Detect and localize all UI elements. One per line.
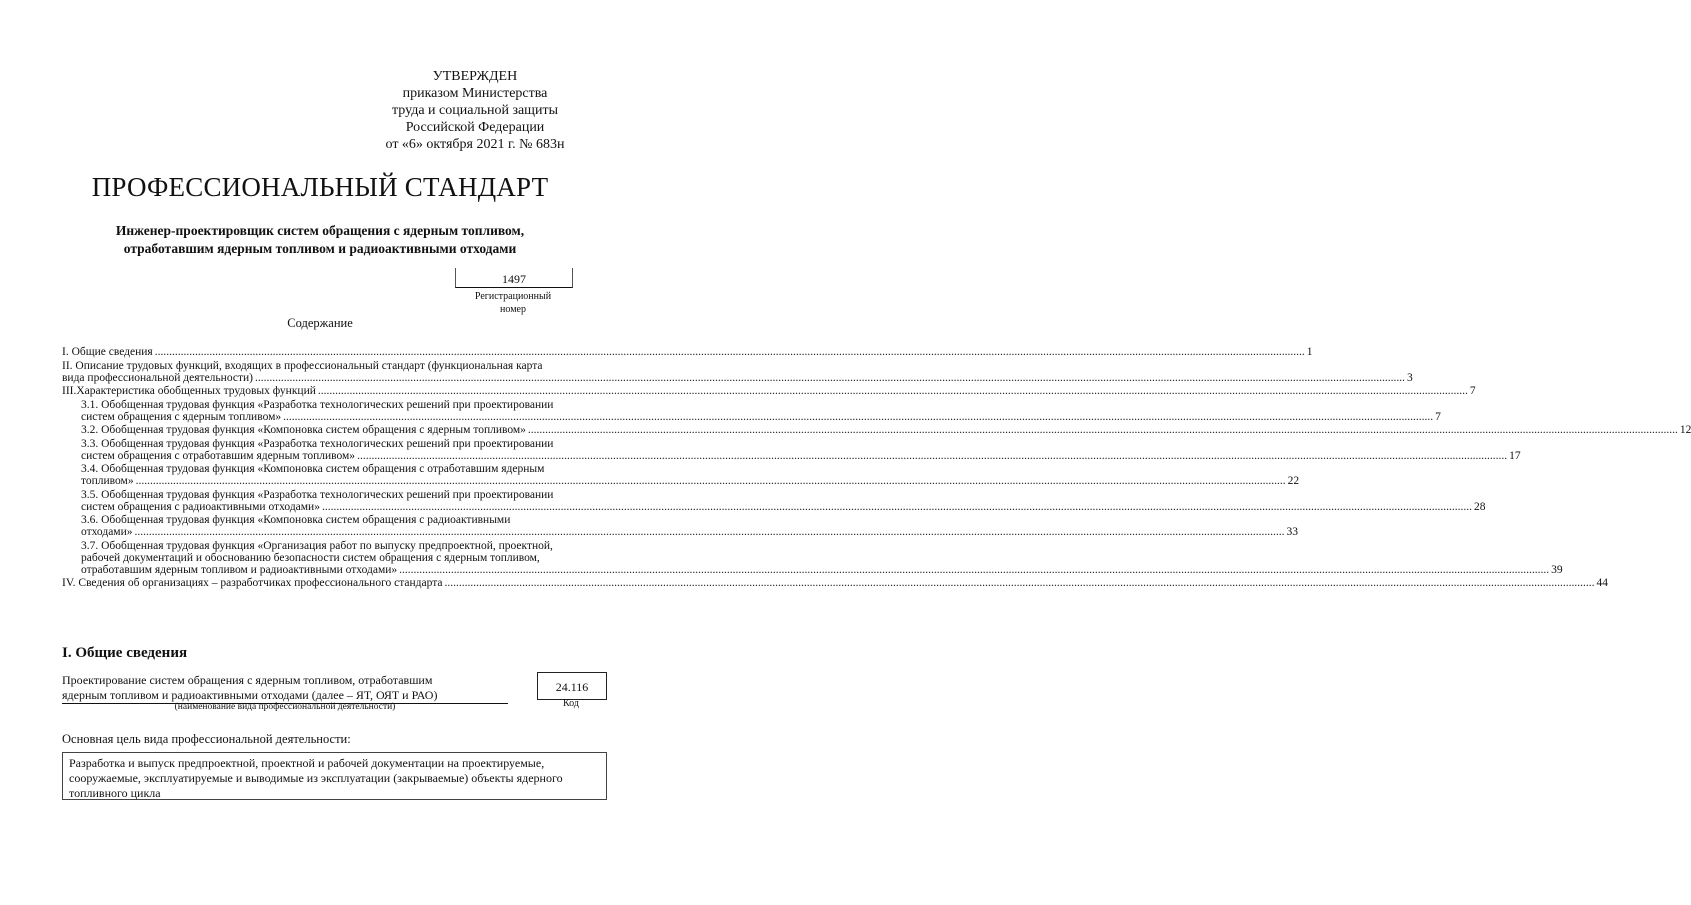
approval-line: труда и социальной защиты: [392, 103, 558, 118]
toc-leader-dots: ................................................................................................................................................................................................................................................................................................................................................................................................................: [135, 475, 1286, 487]
registration-label-line: Регистрационный: [474, 291, 552, 302]
toc-entry-text: 3.2. Обобщенная трудовая функция «Компоновка систем обращения с ядерным топливом»: [81, 424, 526, 436]
approval-line: приказом Министерства: [402, 86, 548, 101]
toc-entry-text: 3.5. Обобщенная трудовая функция «Разработка технологических решений при проектировании: [81, 488, 554, 501]
toc-entry-text: систем обращения с отработавшим ядерным топливом»: [81, 449, 356, 462]
code-caption: Код: [563, 698, 579, 709]
activity-code: 24.116: [537, 672, 607, 700]
toc-page-number: 39: [1551, 563, 1563, 576]
toc-leader-dots: ................................................................................................................................................................................................................................................................................................................................................................................................................: [283, 410, 1434, 423]
toc-leader-dots: ................................................................................................................................................................................................................................................................................................................................................................................................................: [399, 563, 1550, 576]
subtitle-line: отработавшим ядерным топливом и радиоактивными отходами: [123, 241, 517, 256]
toc-entry[interactable]: [62, 437, 1521, 462]
toc-page-number: 7: [1435, 410, 1441, 423]
toc-entry[interactable]: [62, 346, 1313, 358]
toc-entry[interactable]: [62, 577, 1608, 589]
toc-entry-text: 3.6. Обобщенная трудовая функция «Компоновка систем обращения с радиоактивными: [81, 514, 511, 526]
registration-label: [455, 290, 571, 316]
toc-page-number: 44: [1596, 577, 1608, 589]
toc-entry[interactable]: [62, 488, 1486, 513]
toc-entry[interactable]: [62, 539, 1563, 576]
toc-entry-text: топливом»: [81, 475, 134, 487]
toc-leader-dots: ................................................................................................................................................................................................................................................................................................................................................................................................................: [254, 371, 1405, 384]
toc-page-number: 3: [1406, 371, 1413, 384]
document-subtitle: [60, 222, 580, 258]
toc-page-number: 17: [1509, 449, 1521, 462]
activity-line: Проектирование систем обращения с ядерным топливом, отработавшим: [62, 673, 433, 687]
approval-line: от «6» октября 2021 г. № 683н: [385, 137, 565, 152]
toc-entry[interactable]: [62, 398, 1441, 423]
toc-entry-text: систем обращения с ядерным топливом»: [81, 410, 282, 423]
goal-label: Основная цель вида профессиональной деятельности:: [62, 732, 351, 746]
activity-line: ядерным топливом и радиоактивными отходами (далее – ЯТ, ОЯТ и РАО): [62, 688, 508, 704]
toc-page-number: 1: [1306, 346, 1313, 358]
toc-entry-text: рабочей документаций и обоснованию безопасности систем обращения с ядерным топливом,: [81, 551, 540, 564]
toc-entry-text: отходами»: [81, 526, 133, 538]
toc-entry[interactable]: [62, 385, 1476, 397]
toc-entry-text: 3.4. Обобщенная трудовая функция «Компоновка систем обращения с отработавшим ядерным: [81, 463, 545, 475]
approval-line: УТВЕРЖДЕН: [432, 69, 518, 84]
toc-page-number: 7: [1469, 385, 1476, 397]
toc-leader-dots: ................................................................................................................................................................................................................................................................................................................................................................................................................: [317, 385, 1468, 397]
toc-entry-text: I. Общие сведения: [62, 346, 153, 358]
toc-page-number: 22: [1287, 475, 1300, 487]
toc-leader-dots: ................................................................................................................................................................................................................................................................................................................................................................................................................: [357, 449, 1508, 462]
approval-line: Российской Федерации: [405, 120, 545, 135]
toc-entry-text: 3.7. Обобщенная трудовая функция «Организация работ по выпуску предпроектной, проектной,: [81, 539, 553, 552]
registration-label-line: номер: [500, 304, 526, 315]
toc-entry[interactable]: [62, 359, 1413, 384]
toc-entry-text: IV. Сведения об организациях – разработчиках профессионального стандарта: [62, 577, 443, 589]
toc-entry-text: систем обращения с радиоактивными отходами»: [81, 500, 320, 513]
contents-title: Содержание: [287, 316, 353, 330]
toc-leader-dots: ................................................................................................................................................................................................................................................................................................................................................................................................................: [134, 526, 1285, 538]
toc-entry[interactable]: [62, 514, 1298, 538]
toc-leader-dots: ................................................................................................................................................................................................................................................................................................................................................................................................................: [154, 346, 1305, 358]
table-of-contents: [62, 346, 1691, 591]
toc-entry-text: 3.1. Обобщенная трудовая функция «Разработка технологических решений при проектировании: [81, 398, 554, 411]
toc-page-number: 12: [1679, 424, 1691, 436]
toc-entry[interactable]: [62, 424, 1691, 436]
toc-entry-text: отработавшим ядерным топливом и радиоактивными отходами»: [81, 563, 398, 576]
toc-entry[interactable]: [62, 463, 1300, 487]
approval-block: [360, 68, 590, 153]
toc-page-number: 33: [1286, 526, 1298, 538]
toc-leader-dots: ................................................................................................................................................................................................................................................................................................................................................................................................................: [527, 424, 1678, 436]
toc-page-number: 28: [1473, 500, 1486, 513]
toc-entry-text: III.Характеристика обобщенных трудовых функций: [62, 385, 316, 397]
goal-text: Разработка и выпуск предпроектной, проектной и рабочей документации на проектируемые, сооружаемые, эксплуатируемые и выводимые из эксплуатации (закрываемые) объекты ядерного топливного цикла: [62, 752, 607, 800]
document-title: ПРОФЕССИОНАЛЬНЫЙ СТАНДАРТ: [91, 172, 549, 202]
subtitle-line: Инженер-проектировщик систем обращения с ядерным топливом,: [115, 223, 525, 238]
toc-leader-dots: ................................................................................................................................................................................................................................................................................................................................................................................................................: [321, 500, 1472, 513]
activity-name: [62, 673, 508, 704]
section-heading: I. Общие сведения: [62, 645, 188, 661]
registration-number: 1497: [455, 268, 573, 288]
activity-caption: (наименование вида профессиональной деятельности): [174, 702, 396, 712]
toc-entry-text: II. Описание трудовых функций, входящих в профессиональный стандарт (функциональная карта: [62, 359, 543, 372]
toc-leader-dots: ................................................................................................................................................................................................................................................................................................................................................................................................................: [444, 577, 1595, 589]
toc-entry-text: вида профессиональной деятельности): [62, 371, 253, 384]
toc-entry-text: 3.3. Обобщенная трудовая функция «Разработка технологических решений при проектировании: [81, 437, 554, 450]
